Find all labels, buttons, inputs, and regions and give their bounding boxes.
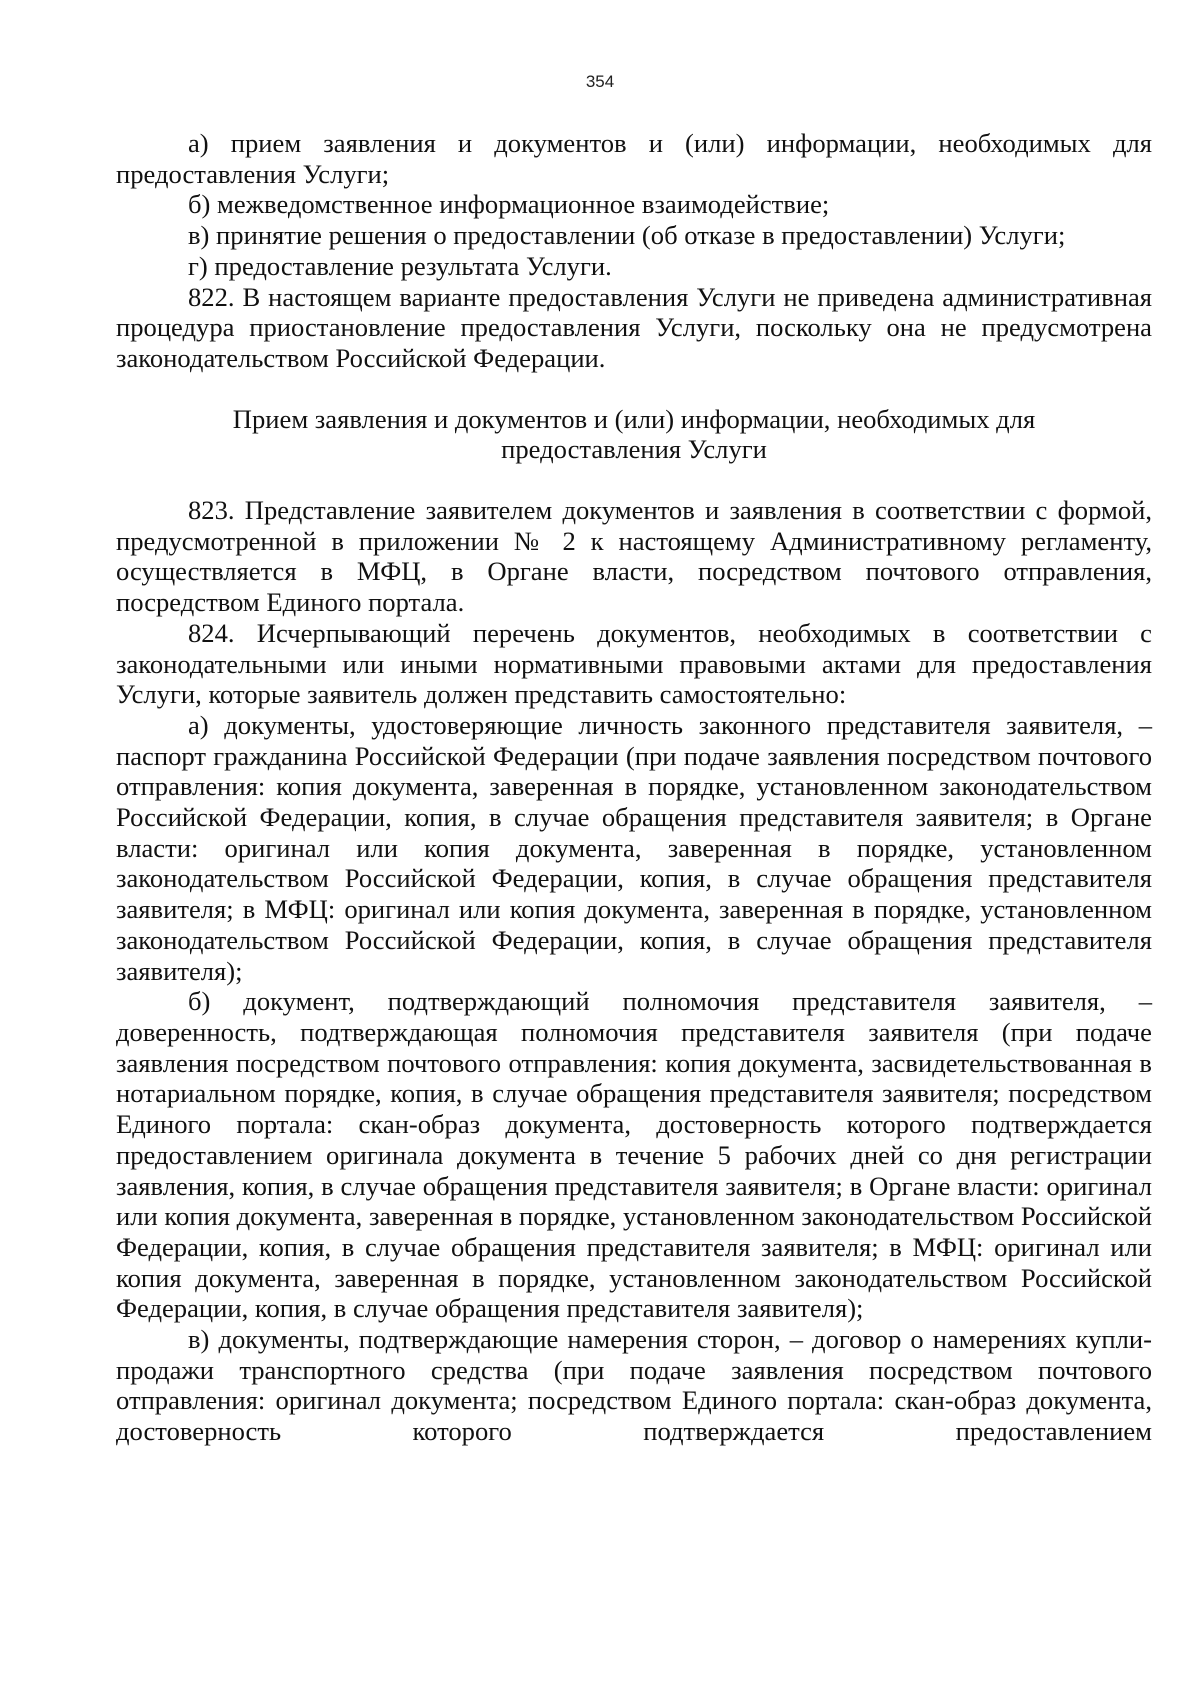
- section-heading-line-2: предоставления Услуги: [501, 434, 767, 465]
- list-item-a-stage: а) прием заявления и документов и (или) информации, необходимых для предоставления Услуги;: [116, 128, 1152, 189]
- list-item-g-stage: г) предоставление результата Услуги.: [188, 250, 612, 281]
- document-body: [116, 128, 1152, 1447]
- paragraph-824: 824. Исчерпывающий перечень документов, необходимых в соответствии с законодательными или иными нормативными правовыми актами для предоставления Услуги, которые заявитель должен представить самостоятельно:: [116, 617, 1152, 710]
- list-item-v-intent-agreement: в) документы, подтверждающие намерения сторон, – договор о намерениях купли-продажи транспортного средства (при подаче заявления посредством почтового отправления: оригинал документа; посредством Единого портала: скан-образ документа, достоверность которого подтверждается предоставлением: [116, 1324, 1152, 1447]
- paragraph-822: 822. В настоящем варианте предоставления Услуги не приведена административная процедура приостановление предоставления Услуги, поскольку она не предусмотрена законодательством Российской Федерации.: [116, 281, 1152, 373]
- page-number: 354: [585, 72, 615, 91]
- section-content: [116, 495, 1152, 1447]
- section-heading-line-1: Прием заявления и документов и (или) информации, необходимых для: [232, 403, 1036, 434]
- list-item-a-documents: а) документы, удостоверяющие личность законного представителя заявителя, – паспорт гражданина Российской Федерации (при подаче заявления посредством почтового отправления: копия документа, заверенная в порядке, установленном законодательством Российской Федерации, копия, в случае обращения представителя заявителя; в Органе власти: оригинал или копия документа, заверенная в порядке, установленном законодательством Российской Федерации, копия, в случае обращения представителя заявителя; в МФЦ: оригинал или копия документа, заверенная в порядке, установленном законодательством Российской Федерации, копия, в случае обращения представителя заявителя);: [116, 709, 1152, 986]
- list-item-b-power-of-attorney: б) документ, подтверждающий полномочия представителя заявителя, – доверенность, подтверждающая полномочия представителя заявителя (при подаче заявления посредством почтового отправления: копия документа, засвидетельствованная в нотариальном порядке, копия, в случае обращения представителя заявителя; посредством Единого портала: скан-образ документа, достоверность которого подтверждается предоставлением оригинала документа в течение 5 рабочих дней со дня регистрации заявления, копия, в случае обращения представителя заявителя; в Органе власти: оригинал или копия документа, заверенная в порядке, установленном законодательством Российской Федерации, копия, в случае обращения представителя заявителя; в МФЦ: оригинал или копия документа, заверенная в порядке, установленном законодательством Российской Федерации, копия, в случае обращения представителя заявителя);: [116, 986, 1152, 1324]
- list-item-b-stage: б) межведомственное информационное взаимодействие;: [188, 189, 830, 220]
- section-heading: [116, 404, 1152, 465]
- list-item-v-stage: в) принятие решения о предоставлении (об отказе в предоставлении) Услуги;: [188, 220, 1066, 251]
- paragraph-823: 823. Представление заявителем документов и заявления в соответствии с формой, предусмотренной в приложении № 2 к настоящему Административному регламенту, осуществляется в МФЦ, в Органе власти, посредством почтового отправления, посредством Единого портала.: [116, 495, 1152, 618]
